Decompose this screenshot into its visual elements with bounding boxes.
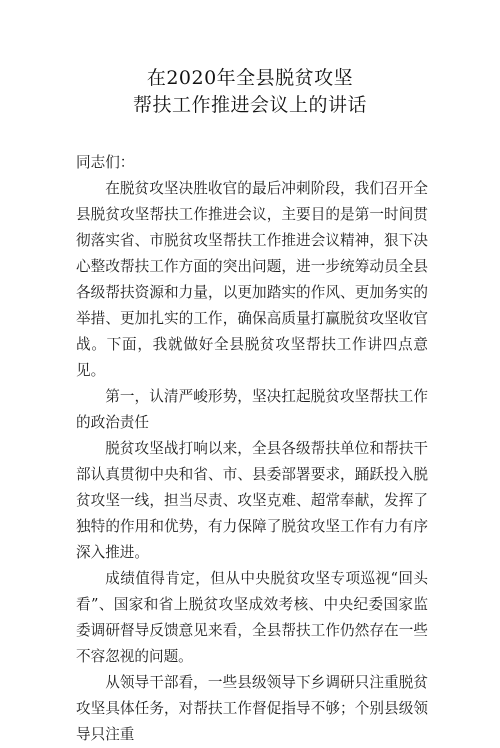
paragraph-intro: 在脱贫攻坚决胜收官的最后冲刺阶段，我们召开全县脱贫攻坚帮扶工作推进会议，主要目的是第一时间贯彻落实省、市脱贫攻坚帮扶工作推进会议精神，狠下决心整改帮扶工作方面的突出问题，进一步统筹动员全县各级帮扶资源和力量，以更加踏实的作风、更加务实的举措、更加扎实的工作，确保高质量打赢脱贫攻坚收官战。下面，我就做好全县脱贫攻坚帮扶工作讲四点意见。	[76, 180, 428, 379]
paragraph-leaders: 从领导干部看，一些县级领导下乡调研只注重脱贫攻坚具体任务，对帮扶工作督促指导不够；个别县级领导只注重	[76, 674, 428, 743]
document-title-line-1: 在2020年全县脱贫攻坚	[146, 67, 354, 89]
section-heading-1: 第一，认清严峻形势，坚决扛起脱贫攻坚帮扶工作的政治责任	[76, 388, 428, 431]
document-body	[76, 150, 428, 748]
document-title-line-2: 帮扶工作推进会议上的讲话	[132, 94, 367, 116]
paragraph-achievements: 脱贫攻坚战打响以来，全县各级帮扶单位和帮扶干部认真贯彻中央和省、市、县委部署要求，踊跃投入脱贫攻坚一线，担当尽责、攻坚克难、超常奉献，发挥了独特的作用和优势，有力保障了脱贫攻坚工作有力有序深入推进。	[76, 440, 428, 561]
salutation: 同志们：	[76, 154, 135, 171]
paragraph-problems: 成绩值得肯定，但从中央脱贫攻坚专项巡视“回头看”、国家和省上脱贫攻坚成效考核、中央纪委国家监委调研督导反馈意见来看，全县帮扶工作仍然存在一些不容忽视的问题。	[76, 570, 428, 665]
